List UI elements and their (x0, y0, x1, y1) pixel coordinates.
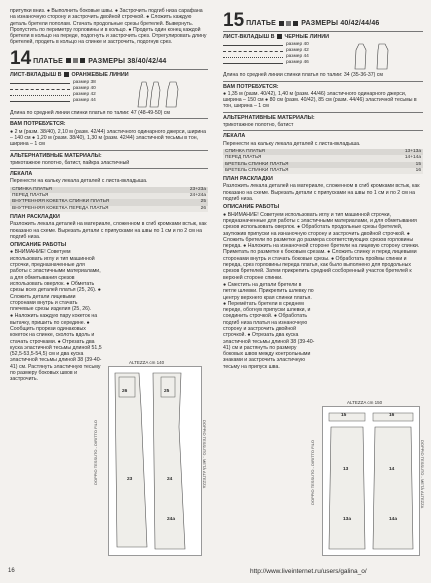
square-icon (277, 34, 282, 39)
model-title: ПЛАТЬЕ (246, 20, 276, 27)
layout-side-label: DOPPIO TESSUTO - METÀ ALTEZZA (420, 440, 425, 509)
square-icon (73, 58, 78, 63)
model-number: 15 (223, 10, 245, 31)
model-sizes: РАЗМЕРЫ 40/42/44/46 (301, 20, 380, 27)
plan-text: Разложить лекала деталей на материале, сложенном в сгиб кромками встык, как показано на схеме. Вырезать детали с припусками на швы по 1 см и по 2 см на подгиб низа. (10, 221, 207, 240)
layout-side-label: DOPPIO TESSUTO - DIRITTO FILO (310, 440, 315, 505)
piece-label: 16 (389, 413, 395, 418)
need-title: ВАМ ПОТРЕБУЕТСЯ: (223, 83, 279, 90)
size-legend (10, 80, 208, 108)
square-icon (66, 58, 71, 63)
square-icon (286, 21, 291, 26)
dress-illustration-icon (136, 80, 196, 108)
dress-illustration-icon (349, 42, 409, 70)
legend-item: размер 44 (10, 98, 130, 104)
divider (10, 118, 208, 119)
model-14-heading (10, 47, 208, 69)
plan-title: ПЛАН РАСКЛАДКИ (10, 213, 60, 220)
table-row: ВНУТРЕННЯЯ КОКЕТКА ПЕРЕДА ПЛАТЬЯ 26 (12, 205, 206, 211)
square-icon (293, 21, 298, 26)
sheet-code: B (57, 71, 62, 78)
divider (223, 31, 423, 32)
sheet-code: B (270, 34, 275, 40)
table-row: ПЕРЕД ПЛАТЬЯ 24+24а (12, 193, 206, 199)
layout-diagram-15 (322, 400, 420, 556)
sheet-label: ЛИСТ-ВКЛАДЫШ (10, 71, 57, 78)
piece-label: 14а (389, 517, 398, 522)
legend-item: размер 42 (223, 48, 343, 54)
piece-label: 23 (127, 477, 133, 482)
layout-side-label: DOPPIO TESSUTO - DIRITTO FILO (93, 420, 98, 485)
model-15-heading (223, 12, 423, 29)
legend-item: размер 44 (223, 54, 343, 60)
divider (10, 168, 208, 169)
right-column (223, 8, 423, 371)
legend-item: размер 40 (223, 42, 343, 48)
sheet-info (223, 34, 423, 40)
work-title: ОПИСАНИЕ РАБОТЫ (223, 204, 280, 211)
need-title: ВАМ ПОТРЕБУЕТСЯ: (10, 121, 66, 128)
lekala-text: Перенести на кальку лекала деталей с листа-вкладыша. (10, 178, 148, 185)
need-text: ● 1,35 м (разм. 40/42), 1,40 м (разм. 44/46) эластичного одинарного джерси, ширина – 150 см ● 80 см (разм. 40/42), 85 см (разм. 44/46) эластичной тесьмы в тон, ширина – 1 см (223, 90, 417, 110)
layout-shapes (109, 367, 201, 555)
table-row: СПИНКА ПЛАТЬЯ 13+13а (225, 148, 421, 154)
plan-text: Разложить лекала деталей на материале, сложенном в сгиб кромками встык, как показано на схеме. Вырезать детали с припусками на швы по 1 см и по 2 см на подгиб низа. (223, 183, 420, 203)
lekala-text: Перенести на кальку лекала деталей с листа-вкладыша. (223, 140, 361, 147)
work-text-2: ● Наложить каждую пару кокеток на вытачку, пришить по середине. ● Сообщить прорези одинаковых кокеток на спинке, сколоть вдоль и стачать строчками. ● Отрезать два куска эластичной тесьмы длиной 51,5 (52,5-53,5-54,5) см и два куска эластичной тесьмы длиной 38 (39-40-41) см. Растянуть эластичную тесьму по размеру боковых швов и застрочить. (10, 313, 102, 383)
layout-width-label: ALTEZZA cm 150 (347, 400, 383, 405)
layout-side-label: DOPPIO TESSUTO - METÀ ALTEZZA (202, 420, 207, 489)
table-row: БРЕТЕЛЬ СПИНКИ ПЛАТЬЯ 15 (225, 161, 421, 167)
square-icon (64, 72, 69, 77)
piece-label: 24а (167, 517, 176, 522)
work-text: ● ВНИМАНИЕ! Советуем использовать иглу и тип машинной строчки, предназначенные для работы с эластичными материалами, а для обметывания срезов использовать оверлок. ● Обметать срезы всех деталей платья (25, 26). ● Сложить детали лицевыми сторонами внутрь и стачать плечевые срезы изделия (25, 26). (10, 249, 101, 313)
piece-label: 25 (164, 389, 170, 394)
size-legend (223, 42, 423, 70)
layout-shapes (323, 407, 419, 555)
footer-url[interactable]: http://www.liveinternet.ru/users/galina_o/ (250, 568, 367, 575)
table-row: ПЕРЕД ПЛАТЬЯ 14+14а (225, 155, 421, 161)
pieces-table (223, 149, 423, 174)
plan-title: ПЛАН РАСКЛАДКИ (223, 176, 273, 183)
legend-item: размер 40 (10, 86, 130, 92)
legend-item: размер 38 (10, 80, 130, 86)
piece-label: 13 (343, 467, 349, 472)
layout-diagram-14 (108, 360, 202, 556)
alt-text: трикотажное полотно, батист, пайкра эластичный (10, 159, 130, 166)
sheet-lines: ОРАНЖЕВЫЕ ЛИНИИ (71, 71, 129, 78)
sheet-lines: ЧЕРНЫЕ ЛИНИИ (284, 34, 330, 40)
divider (223, 130, 423, 131)
need-text: ● 2 м (разм. 38/40), 2,10 м (разм. 42/44) эластичного одинарного джерси, ширина – 140 см ● 1,20 м (разм. 38/40), 1,30 м (разм. 42/44) эластичной тесьмы в тон, ширина – 1 см (10, 128, 207, 148)
square-icon (279, 21, 284, 26)
piece-label: 14 (389, 467, 395, 472)
model-number: 14 (10, 47, 32, 69)
work-title: ОПИСАНИЕ РАБОТЫ (10, 242, 67, 249)
sheet-info (10, 72, 208, 78)
divider (223, 112, 423, 113)
divider (10, 69, 208, 70)
piece-label: 24 (167, 477, 173, 482)
lekala-title: ЛЕКАЛА (223, 133, 246, 140)
length-note: Длина по средней линии спинки платья по талии: 47 (48-49-50) см (10, 110, 170, 117)
alt-title: АЛЬТЕРНАТИВНЫЕ МАТЕРИАЛЫ: (223, 114, 315, 121)
divider (223, 81, 423, 82)
intro-text: притупки вниз. ● Выполнить боковые швы. ● Застрочить подгиб низа сарафана на изнаночную сторону и застрочить двойной строчкой. ● Сложить каждую деталь бретели пополам. Стачать продольные срезы бретелей. Вывернуть. Пропустить по периметру горловины и в кольцо. ● Продеть один конец каждой бретели в кольцо на переде, подогнуть и застрочить срез. Отрегулировать длину бретелей, продеть в кольцо на спинке и застрочить, подогнув срез. (10, 8, 207, 46)
lekala-title: ЛЕКАЛА (10, 171, 33, 178)
work-text: ● ВНИМАНИЕ! Советуем использовать иглу и тип машинной строчки, предназначенные для работы с эластичными материалами, и для обметывания срезов использовать оверлок. ● Обработать продольные срезы бретелей, заутюжив припуски на изнаночную сторону и застрочить двойной строчкой. ● Сложить бретели по разметке до размера соответствующих срезов горловины переда. ● Наложить на изнаночной стороне бретели на лицевую сторону спинки. Приметать по разметке к боковым срезам. ● Сложить спинку и перед лицевыми сторонами внутрь и стачать боковые срезы. ● Обработать проймы спинки и переда, срез горловины переда платья, как было выполнено для продольных срезов бретелей. Затем прикрепить средний сосборенный участок бретелей к верхней стороне спинки. (223, 211, 420, 281)
page-number: 16 (8, 568, 15, 574)
alt-text: трикотажное полотно, батист (223, 122, 294, 129)
layout-width-label: ALTEZZA cm 140 (129, 360, 165, 365)
table-row: ВНУТРЕННЯЯ КОКЕТКА СПИНКИ ПЛАТЬЯ 25 (12, 199, 206, 205)
alt-title: АЛЬТЕРНАТИВНЫЕ МАТЕРИАЛЫ: (10, 152, 102, 159)
piece-label: 26 (122, 389, 128, 394)
model-sizes: РАЗМЕРЫ 38/40/42/44 (88, 57, 167, 65)
sheet-label: ЛИСТ-ВКЛАДЫШ (223, 34, 270, 40)
table-row: СПИНКА ПЛАТЬЯ 23+23а (12, 186, 206, 192)
legend-item: размер 46 (223, 60, 343, 66)
work-text-2: ● Сместить на детали бретели в петле шлевки. Прикрепить шлевку по центру верхнего края спинки платья. ● Перемётать бретели в среднем переде, обогнув припуски шлевки, и соединить строчкой. ● Обработать подгиб низа платья на изнаночную сторону и застрочить двойной строчкой. ● Отрезать два куска эластичной тесьмы длиной 38 (39-40-41) см и растянуть по размеру боковых швов между контрольными знаками и застрочить эластичную тесьму на припуск шва. (223, 281, 315, 370)
piece-label: 13а (343, 517, 352, 522)
length-note: Длина по средней линии спинки платья по талии: 34 (35-36-37) см (223, 72, 383, 79)
left-column (10, 8, 208, 384)
table-row: БРЕТЕЛЬ СПИНКИ ПЛАТЬЯ 16 (225, 167, 421, 173)
pieces-table (10, 187, 208, 212)
legend-item: размер 42 (10, 92, 130, 98)
square-icon (80, 58, 85, 63)
piece-label: 15 (341, 413, 347, 418)
divider (10, 150, 208, 151)
model-title: ПЛАТЬЕ (33, 57, 63, 65)
